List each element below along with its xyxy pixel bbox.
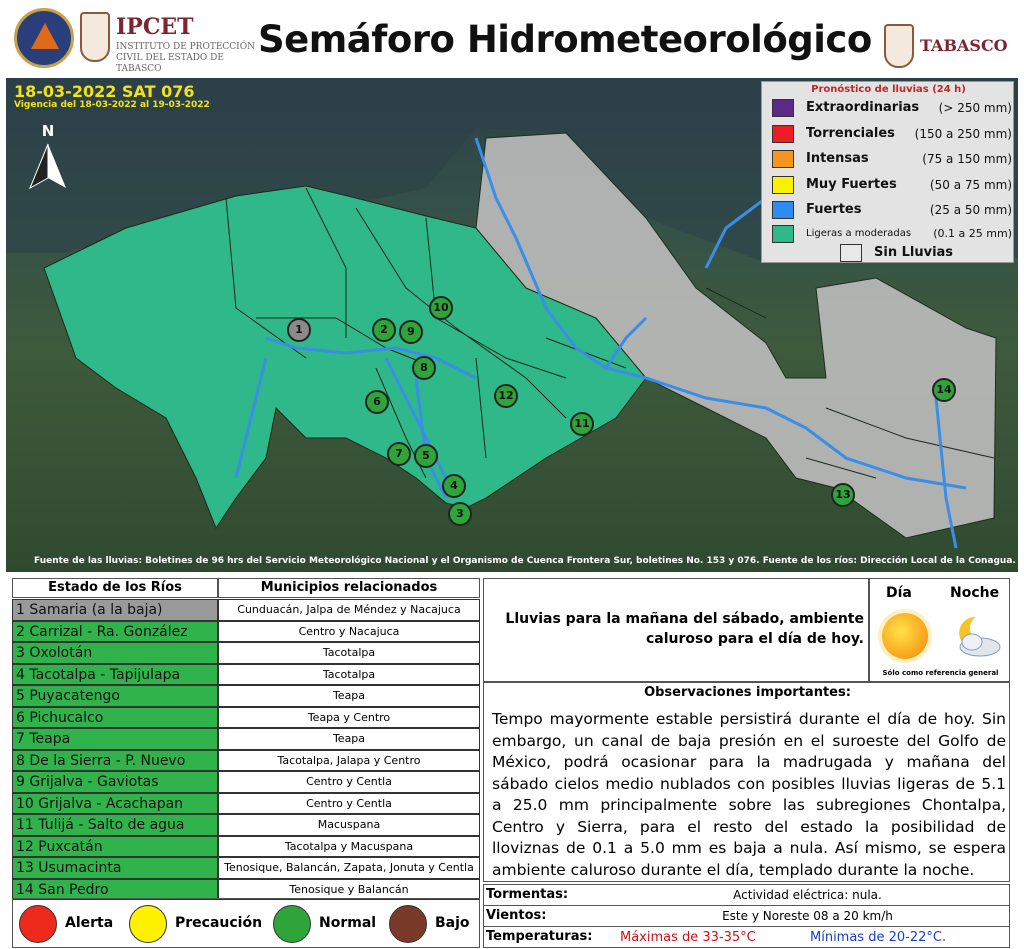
observations-panel — [483, 682, 1010, 882]
status-label: Normal — [319, 915, 377, 931]
temps-label: Temperaturas: — [486, 929, 593, 944]
river-pin-9: 9 — [399, 320, 423, 344]
legend-swatch — [772, 225, 794, 243]
winds-label: Vientos: — [486, 908, 547, 923]
river-pin-13: 13 — [831, 483, 855, 507]
table-row — [12, 879, 480, 901]
river-name: 9 Grijalva - Gaviotas — [12, 771, 218, 793]
night-label: Noche — [950, 585, 1000, 601]
river-name: 2 Carrizal - Ra. González — [12, 621, 218, 643]
table-row — [12, 664, 480, 686]
legend-label: Intensas — [806, 151, 869, 166]
river-municipios: Cunduacán, Jalpa de Méndez y Nacajuca — [218, 599, 480, 621]
ipcet-shield-icon — [80, 12, 110, 62]
legend-item — [772, 198, 1012, 222]
map-panel — [6, 78, 1018, 572]
storms-label: Tormentas: — [486, 887, 569, 902]
river-pin-7: 7 — [387, 442, 411, 466]
legend-swatch — [772, 150, 794, 168]
river-pin-2: 2 — [372, 318, 396, 342]
forecast-panel — [483, 578, 869, 682]
legend-range: (> 250 mm) — [938, 101, 1012, 115]
day-label: Día — [886, 585, 912, 601]
reference-note: Sólo como referencia general — [882, 669, 999, 677]
org-long: INSTITUTO DE PROTECCIÓN CIVIL DEL ESTADO DE TABASCO — [116, 42, 255, 74]
river-pin-12: 12 — [494, 384, 518, 408]
map-source: Fuente de las lluvias: Boletines de 96 hrs del Servicio Meteorológico Nacional y el Organismo de Cuenca Frontera Sur, boletines No. 153 y 076. Fuente de los ríos: Dirección Local de la Conagua. — [34, 556, 1016, 566]
north-label: N — [41, 122, 55, 140]
legend-label: Ligeras a moderadas — [806, 228, 912, 239]
table-row — [12, 750, 480, 772]
storms-row — [483, 884, 1010, 906]
tabasco-shield-icon — [884, 24, 914, 68]
table-row — [12, 793, 480, 815]
river-pin-5: 5 — [414, 444, 438, 468]
table-row — [12, 599, 480, 621]
table-row — [12, 771, 480, 793]
river-name: 8 De la Sierra - P. Nuevo — [12, 750, 218, 772]
map-validity: Vigencia del 18-03-2022 al 19-03-2022 — [14, 100, 210, 110]
header — [0, 0, 1024, 78]
river-name: 5 Puyacatengo — [12, 685, 218, 707]
legend-label: Torrenciales — [806, 126, 895, 141]
legend-item — [772, 147, 1012, 171]
north-arrow-icon — [26, 122, 70, 192]
river-municipios: Tacotalpa — [218, 642, 480, 664]
river-pin-14: 14 — [932, 378, 956, 402]
legend-label: Extraordinarias — [806, 100, 920, 115]
river-name: 1 Samaria (a la baja) — [12, 599, 218, 621]
table-row — [12, 707, 480, 729]
org-short: IPCET — [116, 14, 194, 40]
caution-dot-icon — [129, 905, 167, 943]
day-night-panel — [869, 578, 1010, 682]
winds-row — [483, 905, 1010, 927]
legend-item — [772, 96, 1012, 120]
river-name: 3 Oxolotán — [12, 642, 218, 664]
status-label: Alerta — [65, 915, 114, 931]
proteccion-civil-logo-icon — [14, 8, 74, 68]
river-pin-3: 3 — [448, 502, 472, 526]
observations-title: Observaciones importantes: — [644, 685, 851, 700]
alert-dot-icon — [19, 905, 57, 943]
legend-swatch — [772, 99, 794, 117]
river-name: 14 San Pedro — [12, 879, 218, 901]
table-row — [12, 621, 480, 643]
temps-min: Mínimas de 20-22°C. — [810, 930, 947, 945]
forecast-text: Lluvias para la mañana del sábado, ambiente caluroso para el día de hoy. — [505, 611, 864, 647]
table-row — [12, 685, 480, 707]
river-municipios: Tacotalpa, Jalapa y Centro — [218, 750, 480, 772]
rivers-header: Estado de los Ríos — [12, 578, 218, 598]
observations-text: Tempo mayormente estable persistirá durante el día de hoy. Sin embargo, un canal de baja presión en el suroeste del Golfo de México, podrá ocasionar para la madrugada y mañana del sábado cielos medio nublados con posibles lluvias ligeras de 5.1 a 25.0 mm principalmente sobre las subregiones Chontalpa, Centro y Sierra, para el resto del estado la posibilidad de lloviznas de 0.1 a 5.0 mm es baja a nula. Así mismo, se espera ambiente caluroso durante el día, templado durante la noche. — [492, 710, 1006, 879]
table-row — [12, 642, 480, 664]
temps-row — [483, 926, 1010, 948]
river-municipios: Tenosique y Balancán — [218, 879, 480, 901]
table-row — [12, 836, 480, 858]
river-municipios: Centro y Nacajuca — [218, 621, 480, 643]
river-name: 7 Teapa — [12, 728, 218, 750]
winds-value: Este y Noreste 08 a 20 km/h — [722, 909, 893, 923]
table-row — [12, 728, 480, 750]
river-name: 4 Tacotalpa - Tapijulapa — [12, 664, 218, 686]
low-dot-icon — [389, 905, 427, 943]
river-municipios: Teapa — [218, 685, 480, 707]
river-municipios: Macuspana — [218, 814, 480, 836]
legend-item — [772, 173, 1012, 197]
river-name: 13 Usumacinta — [12, 857, 218, 879]
status-label: Precaución — [175, 915, 263, 931]
river-pin-6: 6 — [365, 390, 389, 414]
legend-range: (25 a 50 mm) — [929, 203, 1012, 217]
legend-label: Muy Fuertes — [806, 177, 897, 192]
status-legend — [12, 898, 480, 948]
sun-icon — [882, 613, 928, 659]
river-municipios: Centro y Centla — [218, 771, 480, 793]
river-municipios: Centro y Centla — [218, 793, 480, 815]
river-pin-10: 10 — [429, 296, 453, 320]
legend-item — [772, 122, 1012, 146]
state-name: TABASCO — [920, 36, 1008, 55]
rain-legend — [761, 81, 1014, 263]
river-name: 10 Grijalva - Acachapan — [12, 793, 218, 815]
normal-dot-icon — [273, 905, 311, 943]
legend-range: (150 a 250 mm) — [914, 127, 1012, 141]
legend-item — [840, 241, 1000, 265]
legend-swatch — [772, 125, 794, 143]
legend-swatch — [772, 201, 794, 219]
river-pin-1: 1 — [287, 318, 311, 342]
river-name: 12 Puxcatán — [12, 836, 218, 858]
municipios-header: Municipios relacionados — [218, 578, 480, 598]
storms-value: Actividad eléctrica: nula. — [733, 888, 882, 902]
legend-label: Fuertes — [806, 202, 862, 217]
legend-swatch — [772, 176, 794, 194]
page-title: Semáforo Hidrometeorológico — [258, 18, 872, 61]
river-municipios: Tenosique, Balancán, Zapata, Jonuta y Centla — [218, 857, 480, 879]
legend-label: Sin Lluvias — [874, 245, 954, 260]
river-municipios: Tacotalpa y Macuspana — [218, 836, 480, 858]
river-pin-4: 4 — [442, 474, 466, 498]
legend-title: Pronóstico de lluvias (24 h) — [811, 84, 966, 95]
river-pin-11: 11 — [570, 412, 594, 436]
table-row — [12, 857, 480, 879]
status-label: Bajo — [435, 915, 470, 931]
legend-swatch — [840, 244, 862, 262]
river-municipios: Teapa y Centro — [218, 707, 480, 729]
river-name: 11 Tulijá - Salto de agua — [12, 814, 218, 836]
river-municipios: Tacotalpa — [218, 664, 480, 686]
legend-range: (50 a 75 mm) — [929, 178, 1012, 192]
river-pin-8: 8 — [412, 356, 436, 380]
map-date-code: 18-03-2022 SAT 076 — [14, 82, 195, 101]
legend-range: (75 a 150 mm) — [922, 152, 1012, 166]
temps-max: Máximas de 33-35°C — [620, 930, 756, 945]
table-row — [12, 814, 480, 836]
river-municipios: Teapa — [218, 728, 480, 750]
moon-cloud-icon — [950, 613, 1004, 659]
legend-range: (0.1 a 25 mm) — [933, 227, 1012, 240]
river-name: 6 Pichucalco — [12, 707, 218, 729]
